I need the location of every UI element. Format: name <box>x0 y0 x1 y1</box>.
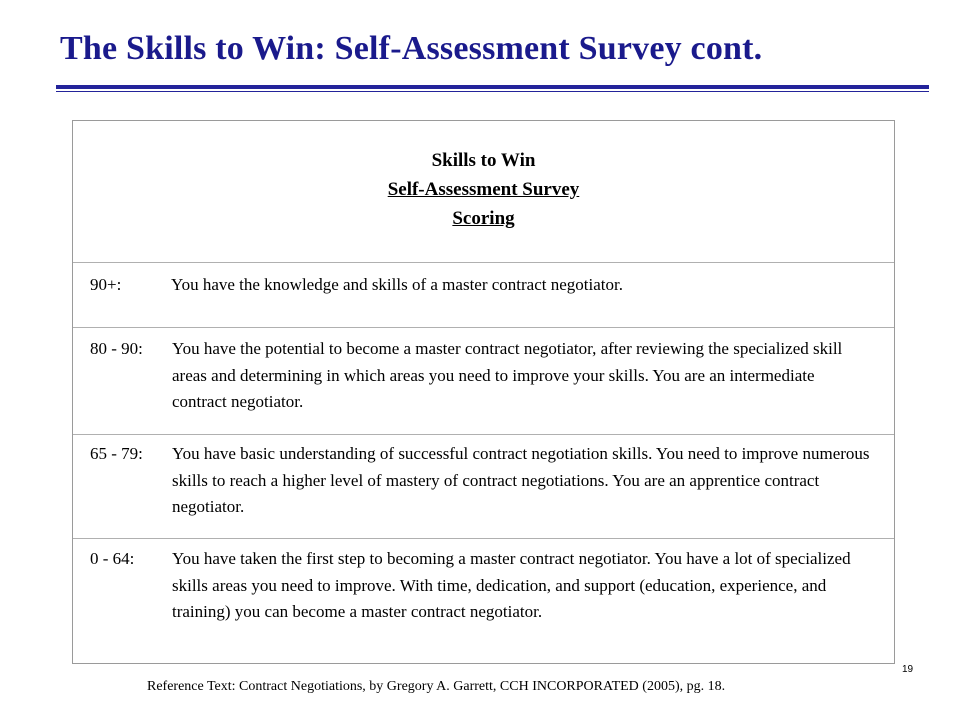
score-row-80-90 <box>73 328 894 435</box>
scoring-table-header <box>73 121 894 263</box>
score-description: You have basic understanding of successful contract negotiation skills. You need to improve numerous skills to reach a higher level of mastery of contract negotiations. You are an apprentice contract negotiator. <box>172 444 870 516</box>
score-row-65-79 <box>73 435 894 539</box>
survey-heading-scoring: Scoring <box>452 208 515 229</box>
survey-heading-subtitle: Self-Assessment Survey <box>387 179 580 200</box>
title-divider-thin <box>56 91 929 92</box>
scoring-table <box>72 120 895 664</box>
score-range: 65 - 79: <box>90 444 143 463</box>
score-range: 80 - 90: <box>90 339 143 358</box>
score-description: You have taken the first step to becoming a master contract negotiator. You have a lot of specialized skills areas you need to improve. With time, dedication, and support (education, experience, and training) you can become a master contract negotiator. <box>172 549 851 621</box>
score-description: You have the knowledge and skills of a master contract negotiator. <box>171 275 623 294</box>
survey-heading-title: Skills to Win <box>431 150 536 171</box>
reference-text: Reference Text: Contract Negotiations, by Gregory A. Garrett, CCH INCORPORATED (2005), pg. 18. <box>147 679 726 694</box>
title-divider-thick <box>56 85 929 89</box>
slide-title: The Skills to Win: Self-Assessment Survey cont. <box>60 30 763 67</box>
page-number: 19 <box>902 664 914 675</box>
score-range: 90+: <box>90 275 122 294</box>
score-row-90-plus <box>73 262 894 328</box>
score-row-0-64 <box>73 539 894 663</box>
score-description: You have the potential to become a master contract negotiator, after reviewing the specialized skill areas and determining in which areas you need to improve your skills. You are an intermediate contract negotiator. <box>172 339 843 411</box>
score-range: 0 - 64: <box>90 549 135 568</box>
